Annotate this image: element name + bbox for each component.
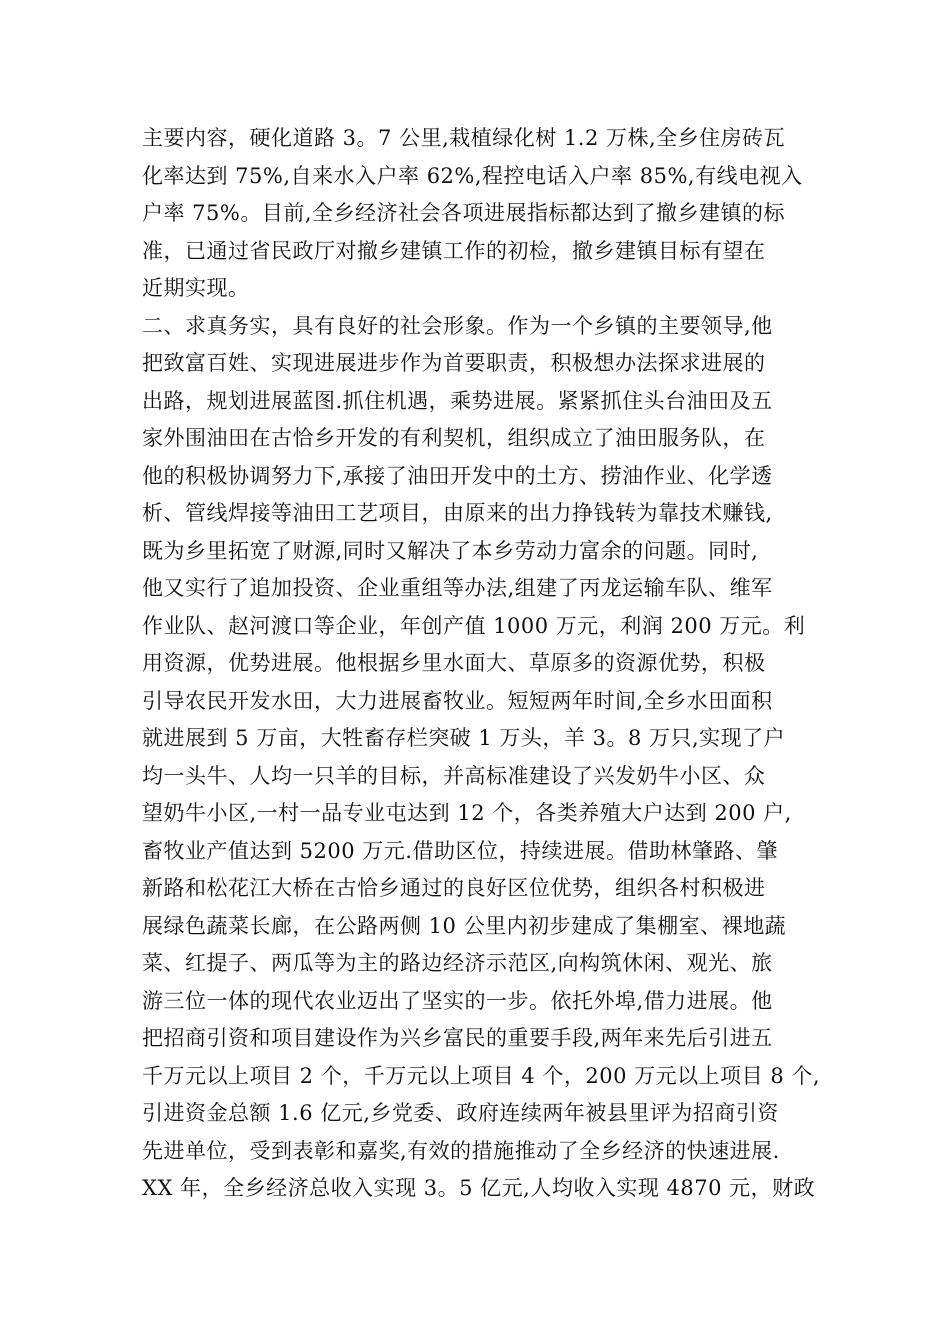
text-line: 出路，规划进展蓝图.抓住机遇，乘势进展。紧紧抓住头台油田及五 xyxy=(142,388,773,413)
text-line: 引进资金总额 1.6 亿元,乡党委、政府连续两年被县里评为招商引资 xyxy=(142,1101,779,1125)
text-line: 畜牧业产值达到 5200 万元.借助区位，持续进展。借助林肇路、肇 xyxy=(142,838,778,863)
text-line: 户率 75%。目前,全乡经济社会各项进展指标都达到了撤乡建镇的标 xyxy=(142,201,786,225)
text-line: 化率达到 75%,自来水入户率 62%,程控电话入户率 85%,有线电视入 xyxy=(142,163,803,188)
text-line: 菜、红提子、两瓜等为主的路边经济示范区,向构筑休闲、观光、旅 xyxy=(142,951,773,975)
text-line: 先进单位，受到表彰和嘉奖,有效的措施推动了全乡经济的快速进展. xyxy=(142,1138,780,1163)
text-line: 千万元以上项目 2 个，千万元以上项目 4 个，200 万元以上项目 8 个, xyxy=(142,1063,821,1088)
body-text xyxy=(142,120,822,1208)
text-line: 引导农民开发水田，大力进展畜牧业。短短两年时间,全乡水田面积 xyxy=(142,688,773,713)
text-line: 用资源，优势进展。他根据乡里水面大、草原多的资源优势，积极 xyxy=(142,651,766,675)
text-line: 均一头牛、人均一只羊的目标，并高标准建设了兴发奶牛小区、众 xyxy=(142,763,766,788)
text-line: 把招商引资和项目建设作为兴乡富民的重要手段,两年来先后引进五 xyxy=(142,1026,773,1050)
text-line: 新路和松花江大桥在古恰乡通过的良好区位优势，组织各村积极进 xyxy=(142,876,766,900)
text-line: 作业队、赵河渡口等企业，年创产值 1000 万元，利润 200 万元。利 xyxy=(142,613,806,638)
text-line: 近期实现。 xyxy=(142,276,250,300)
text-line: XX 年，全乡经济总收入实现 3。5 亿元,人均收入实现 4870 元，财政 xyxy=(142,1176,816,1200)
text-line: 他又实行了追加投资、企业重组等办法,组建了丙龙运输车队、维军 xyxy=(142,576,773,600)
section-heading-line: 二、求真务实，具有良好的社会形象。作为一个乡镇的主要领导,他 xyxy=(142,313,773,338)
text-line: 就进展到 5 万亩，大牲畜存栏突破 1 万头，羊 3。8 万只,实现了户 xyxy=(142,726,786,750)
text-line: 展绿色蔬菜长廊，在公路两侧 10 公里内初步建成了集棚室、裸地蔬 xyxy=(142,913,787,938)
text-line: 望奶牛小区,一村一品专业屯达到 12 个，各类养殖大户达到 200 户, xyxy=(142,801,792,825)
text-line: 游三位一体的现代农业迈出了坚实的一步。依托外埠,借力进展。他 xyxy=(142,988,773,1013)
text-line: 析、管线焊接等油田工艺项目，由原来的出力挣钱转为靠技术赚钱, xyxy=(142,501,773,525)
text-line: 主要内容，硬化道路 3。7 公里,栽植绿化树 1.2 万株,全乡住房砖瓦 xyxy=(142,126,786,150)
text-line: 把致富百姓、实现进展进步作为首要职责，积极想办法探求进展的 xyxy=(142,351,766,375)
text-line: 准，已通过省民政厅对撤乡建镇工作的初检，撤乡建镇目标有望在 xyxy=(142,238,766,263)
text-line: 家外围油田在古恰乡开发的有利契机，组织成立了油田服务队，在 xyxy=(142,426,766,450)
text-line: 他的积极协调努力下,承接了油田开发中的土方、捞油作业、化学透 xyxy=(142,463,773,488)
text-line: 既为乡里拓宽了财源,同时又解决了本乡劳动力富余的问题。同时, xyxy=(142,538,759,563)
